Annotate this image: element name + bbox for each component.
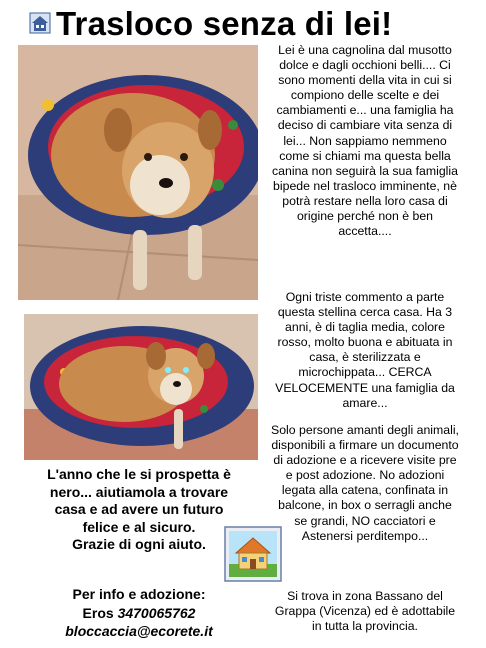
contact-label: Per info e adozione: xyxy=(72,586,206,602)
dog-in-bed-photo-2 xyxy=(24,314,258,460)
house-icon xyxy=(29,12,51,34)
appeal-line: nero... aiutiamola a trovare xyxy=(49,483,229,500)
story-paragraph-3: Solo persone amanti degli animali, disponibili a firmare un documento di adozione e a ricevere visite pre e post adozione. No adozioni legata alla catena, confinata in balcone, in box o serragli anche se grandi, NO cacciatori e Astenersi perditempo... xyxy=(271,423,459,543)
page-title: Trasloco senza di lei! xyxy=(56,5,393,42)
appeal-line: L'anno che le si prospetta è xyxy=(47,466,231,482)
appeal-line: casa e ad avere un futuro xyxy=(54,501,224,517)
contact-phone[interactable]: 3470065762 xyxy=(117,604,196,621)
contact-info xyxy=(16,585,262,641)
story-paragraph-2: Ogni triste commento a parte questa stellina cerca casa. Ha 3 anni, è di taglia media, colore rosso, molto buona e abituata in casa, è sterilizzata e microchippata... CERCA VELOCEMENTE una famiglia da amare... xyxy=(275,290,455,410)
contact-email[interactable]: bloccaccia@ecorete.it xyxy=(65,623,213,639)
contact-name: Eros xyxy=(82,604,114,621)
home-icon[interactable] xyxy=(224,526,282,582)
story-paragraph-4: Si trova in zona Bassano del Grappa (Vicenza) ed è adottabile in tutta la provincia. xyxy=(274,589,456,634)
contact-name-phone xyxy=(16,604,262,623)
dog-in-bed-photo-1 xyxy=(18,45,258,300)
story-paragraph-1: Lei è una cagnolina dal musotto dolce e dagli occhioni belli.... Ci sono momenti della vita in cui si compiono delle scelte e dei cambiamenti e... una famiglia ha deciso di cambiare vita senza di lei... Non sappiamo nemmeno come si chiami ma questa bella canina non seguirà la sua famiglia bipede nel trasloco imminente, nè potrà restare nella loro casa di origine perché non è ben accetta.... xyxy=(272,43,458,239)
appeal-line: Grazie di ogni aiuto. xyxy=(72,536,206,552)
appeal-line: felice e al sicuro. xyxy=(82,518,196,535)
